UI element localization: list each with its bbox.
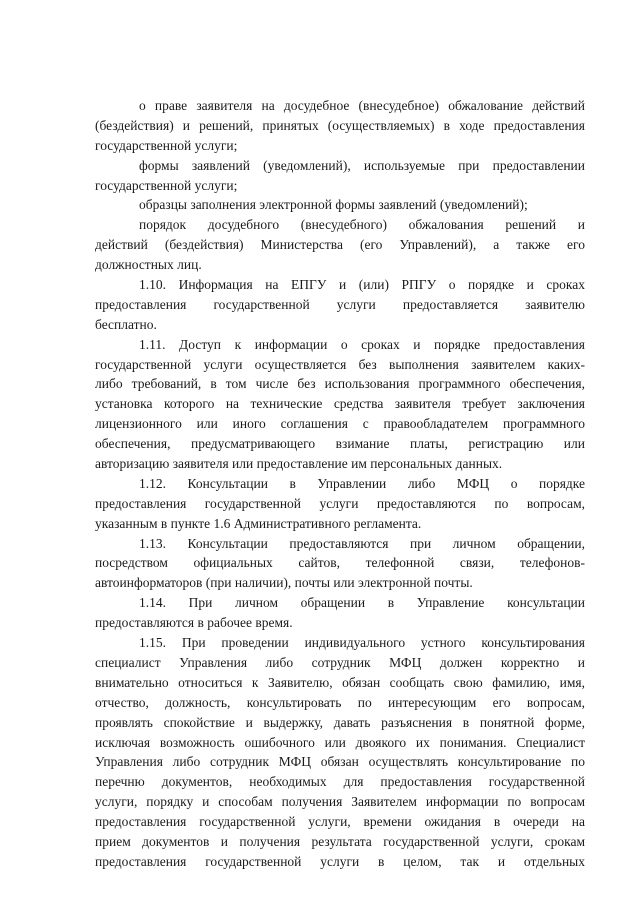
text-line: 1.14. При личном обращении в Управление консультации (139, 595, 585, 611)
text-line: специалист Управления либо сотрудник МФЦ должен корректно и (95, 654, 585, 670)
text-line: бесплатно. (95, 316, 157, 332)
text-line: перечню документов, необходимых для предоставления государственной (95, 774, 585, 790)
text-line: предоставления государственной услуги предоставляются по вопросам, (95, 495, 585, 511)
text-line: внимательно относиться к Заявителю, обязан сообщать свою фамилию, имя, (95, 674, 585, 690)
text-line: автоинформаторов (при наличии), почты или электронной почты. (95, 575, 473, 591)
text-line: посредством официальных сайтов, телефонной связи, телефонов- (95, 555, 585, 571)
text-line: (бездействия) и решений, принятых (осуществляемых) в ходе предоставления (95, 117, 585, 133)
text-line: либо требований, в том числе без использования программного обеспечения, (95, 376, 585, 392)
text-line: лицензионного или иного соглашения с правообладателем программного (95, 416, 585, 432)
text-line: установка которого на технические средства заявителя требует заключения (95, 396, 585, 412)
text-line: предоставления государственной услуги, времени ожидания в очереди на (95, 814, 585, 830)
text-line: 1.12. Консультации в Управлении либо МФЦ о порядке (139, 475, 585, 491)
text-line: услуги, порядку и способам получения Заявителем информации по вопросам (95, 794, 585, 810)
text-line: 1.11. Доступ к информации о сроках и порядке предоставления (139, 336, 585, 352)
text-line: должностных лиц. (95, 257, 202, 273)
text-line: предоставления государственной услуги предоставляется заявителю (95, 296, 585, 312)
text-line: государственной услуги; (95, 177, 238, 193)
text-line: проявлять спокойствие и выдержку, давать разъяснения в понятной форме, (95, 714, 585, 730)
text-line: Управления либо сотрудник МФЦ обязан осуществлять консультирование по (95, 754, 585, 770)
text-line: предоставления государственной услуги в целом, так и отдельных (95, 853, 585, 869)
text-line: 1.10. Информация на ЕПГУ и (или) РПГУ о порядке и сроках (139, 277, 585, 293)
text-line: отчество, должность, консультировать по интересующим его вопросам, (95, 694, 585, 710)
text-line: о праве заявителя на досудебное (внесудебное) обжалование действий (139, 98, 585, 113)
text-line: авторизацию заявителя или предоставление им персональных данных. (95, 456, 503, 472)
text-line: прием документов и получения результата государственной услуги, срокам (95, 833, 585, 849)
text-line: исключая возможность ошибочного или двоякого их понимания. Специалист (95, 734, 585, 750)
document-page (95, 96, 585, 872)
text-line: 1.13. Консультации предоставляются при личном обращении, (139, 535, 585, 551)
text-line: обеспечения, предусматривающего взимание платы, регистрацию или (95, 436, 585, 452)
text-line: действий (бездействия) Министерства (его Управлений), а также его (95, 237, 585, 253)
text-line: указанным в пункте 1.6 Административного регламента. (95, 515, 422, 531)
text-line: образцы заполнения электронной формы заявлений (уведомлений); (139, 197, 528, 213)
text-line: порядок досудебного (внесудебного) обжалования решений и (139, 217, 585, 233)
text-line: государственной услуги; (95, 137, 238, 153)
text-line: формы заявлений (уведомлений), используемые при предоставлении (139, 157, 585, 173)
text-line: государственной услуги осуществляется без выполнения заявителем каких- (95, 356, 585, 372)
text-line: предоставляются в рабочее время. (95, 615, 293, 631)
text-line: 1.15. При проведении индивидуального устного консультирования (139, 635, 585, 651)
